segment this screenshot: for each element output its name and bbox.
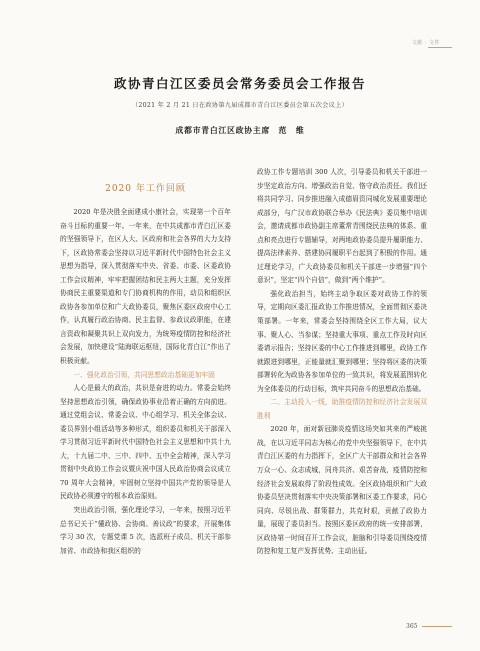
- right-paragraph-1: 政协工作专题培训 300 人次，引导委员和机关干部进一步坚定政治方向、增强政治自觉、恪守政治责任。我们还将共同学习、同步推进融入成德眉资同城化发展重要理论成部分，与广汉市政协联合举办《民法典》委员集中培训会，邀请成都市政协副主席董常青围绕民法典的体系、重点和亮点进行专题辅导，对两地政协委员提升履职能力、提高法律素养、搭建协同履职平台起到了积极的作用。通过理论学习，广大政协委员和机关干部进一步增强“四个意识”，坚定“四个自信”，做到“两个维护”。: [257, 168, 427, 285]
- report-author: 成都市青白江区政协主席 范 维: [175, 126, 305, 135]
- left-paragraph-2: 人心是最大的政治，共识是奋进的动力。常委会始终坚持思想政治引领，确保政协事业沿着正确的方向前进。通过党组会议、常委会议、中心组学习、机关全体会议、委员界别小组活动等多种形式，组织委员和机关干部深入学习贯彻习近平新时代中国特色社会主义思想和中共十九大，十九届二中、三中、四中、五中全会精神，深入学习贯彻中央政协工作会议暨庆祝中国人民政治协商会议成立 70 周年大会精神，牢固树立坚持中国共产党的领导是人民政协必须遵守的根本政治原则。: [60, 384, 231, 501]
- page-number-rule: [422, 626, 452, 627]
- right-subheading-1: 二、主动投入一线，助推疫情防控和经济社会发展双胜利: [257, 398, 427, 420]
- left-paragraph-3: 突出政治引领，强化理论学习，一年来，按照习近平总书记关于“懂政协、会协商、善议政”的要求，开展集体学习 30 次，专题党课 5 次，选派班子成员、机关干部参加省、市政协和我区组织的: [60, 506, 231, 555]
- section-title: 2020 年工作回顾: [105, 184, 186, 194]
- page-number: 365: [406, 623, 418, 630]
- left-column: [60, 206, 231, 558]
- left-subheading-1: 一、强化政治引领，共同思想政治基础更加牢固: [73, 370, 215, 379]
- running-header: 文献 · 文件: [411, 40, 440, 46]
- report-title: 政协青白江区委员会常务委员会工作报告: [113, 76, 366, 91]
- right-paragraph-3: 2020 年，面对新冠肺炎疫情这场突如其来的严峻挑战，在以习近平同志为核心的党中央坚强领导下，在中共青白江区委的有力指挥下，全区广大干部群众和社会各界万众一心、众志成城，同舟共济、艰苦奋战，疫情防控和经济社会发展取得了阶段性成效。全区政协组织和广大政协委员坚决贯彻落实中央决策部署和区委工作要求，同心同向、尽锐出战、群策群力，共克时艰，贡献了政协力量，展现了委员担当。按照区委区政府的统一安排部署，区政协第一时间召开工作会议，脏脑和引导委员围绕疫情防控和复工复产发挥优势、主动出征。: [257, 425, 427, 556]
- header-rule: [428, 47, 452, 48]
- left-paragraph-1: 2020 年是决胜全面建成小康社会，实现第一个百年奋斗目标的重要一年。一年来，在中共成都市青白江区委的坚强领导下，在区人大、区政府和社会各界的大力支持下，区政协常委会坚持以习近平新时代中国特色社会主义思想为指导，深入贯彻落实中央、省委、市委、区委政协工作会议精神，牢牢把握团结和民主两大主题，充分发挥协商民主重要渠道和专门协商机构的作用，动员和组织区政协各参加单位和广大政协委员，聚焦区委区政府中心工作，认真履行政治协商、民主监督、参政议政职能，在建言资政和凝聚共识上双向发力，为统筹疫情防控和经济社会发展，加快建设“陆海联运枢纽，国际化青白江”作出了积极贡献。: [60, 208, 231, 366]
- right-column: [257, 166, 427, 559]
- report-subtitle: （2021 年 2 月 21 日在政协第九届成都市青白江区委员会第五次会议上）: [131, 102, 349, 109]
- right-paragraph-2: 强化政治担当，始终主动争取区委对政协工作的领导，定期向区委汇报政协工作推进情况，全面贯彻区委决策部署。一年来，常委会坚持围绕全区工作大局，议大事、聚人心、当参谋；坚持重大事项、重点工作及时向区委请示报告；坚持区委的中心工作推进到哪里，政协工作就跟进到哪里，正能量就汇聚到哪里；坚持将区委的决策部署转化为政协各参加单位的一致共识，将发展蓝图转化为全体委员的行动目标，筑牢共同奋斗的思想政治基础。: [257, 289, 427, 393]
